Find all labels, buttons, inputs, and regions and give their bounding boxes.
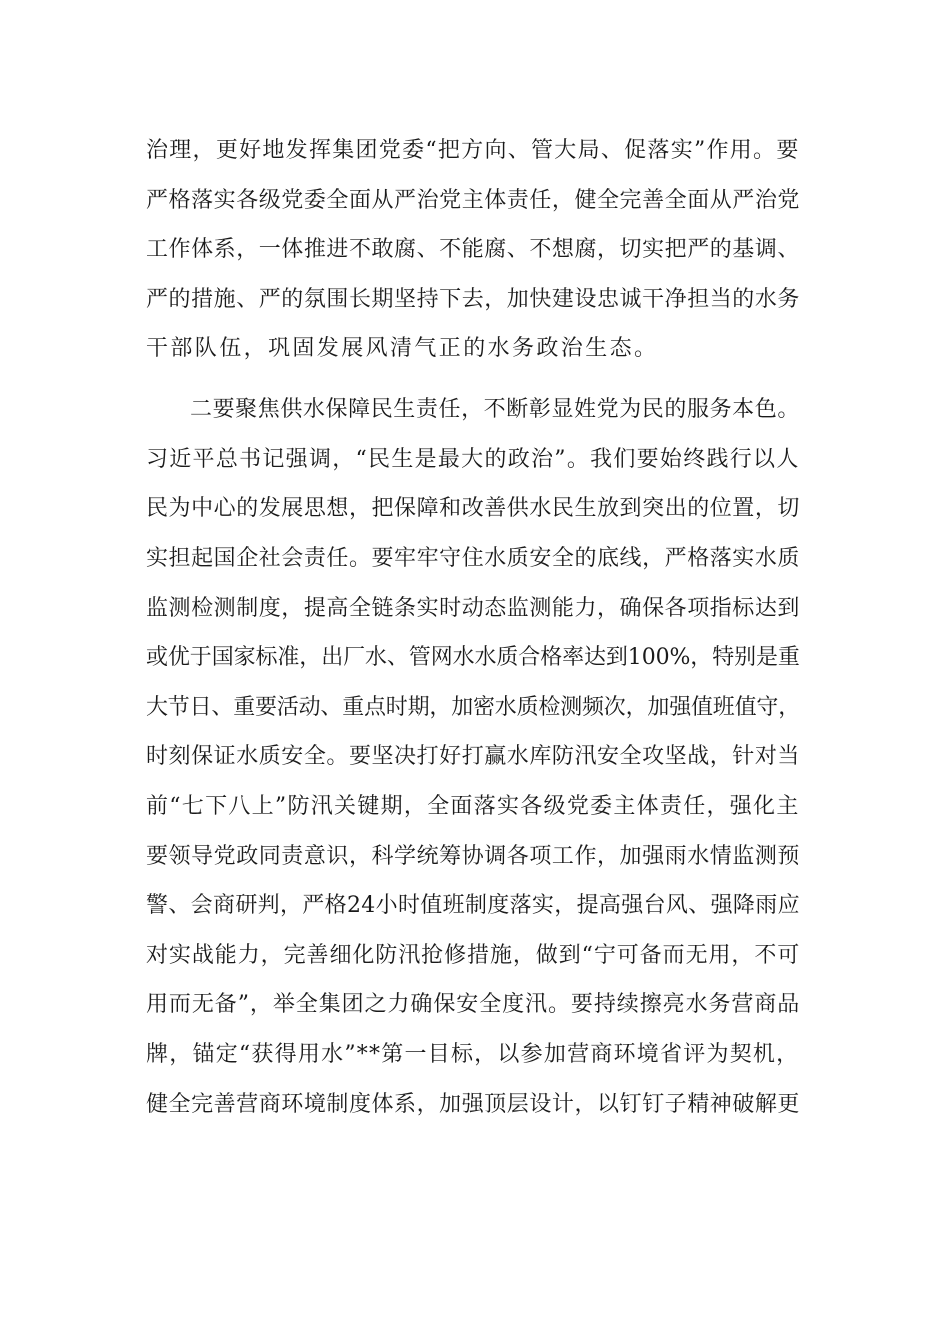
text-line-16: 警、会商研判，严格24小时值班制度落实，提高强台风、强降雨应 [146, 893, 800, 918]
text-line-9: 实担起国企社会责任。要牢牢守住水质安全的底线，严格落实水质 [146, 546, 800, 571]
text-line-3: 工作体系，一体推进不敢腐、不能腐、不想腐，切实把严的基调、 [146, 237, 800, 262]
text-line-10: 监测检测制度，提高全链条实时动态监测能力，确保各项指标达到 [146, 596, 800, 621]
text-line-7: 习近平总书记强调，“民生是最大的政治”。我们要始终践行以人 [146, 447, 800, 472]
text-line-1: 治理，更好地发挥集团党委“把方向、管大局、促落实”作用。要 [146, 138, 800, 163]
text-line-11: 或优于国家标准，出厂水、管网水水质合格率达到100%，特别是重 [146, 645, 800, 670]
text-line-13: 时刻保证水质安全。要坚决打好打赢水库防汛安全攻坚战，针对当 [146, 744, 800, 769]
text-line-8: 民为中心的发展思想，把保障和改善供水民生放到突出的位置，切 [146, 496, 800, 521]
text-line-12: 大节日、重要活动、重点时期，加密水质检测频次，加强值班值守， [146, 695, 801, 720]
text-line-17: 对实战能力，完善细化防汛抢修措施，做到“宁可备而无用，不可 [146, 943, 801, 968]
text-line-5: 干部队伍，巩固发展风清气正的水务政治生态。 [146, 336, 659, 361]
text-line-19: 牌，锚定“获得用水”**第一目标，以参加营商环境省评为契机， [146, 1042, 800, 1067]
text-line-14: 前“七下八上”防汛关键期，全面落实各级党委主体责任，强化主 [146, 794, 800, 819]
paragraph-start-line: 二要聚焦供水保障民生责任，不断彰显姓党为民的服务本色。 [190, 397, 800, 422]
text-line-15: 要领导党政同责意识，科学统筹协调各项工作，加强雨水情监测预 [146, 844, 800, 869]
text-line-4: 严的措施、严的氛围长期坚持下去，加快建设忠诚干净担当的水务 [146, 287, 800, 312]
text-line-2: 严格落实各级党委全面从严治党主体责任，健全完善全面从严治党 [146, 188, 800, 213]
text-line-18: 用而无备”，举全集团之力确保安全度汛。要持续擦亮水务营商品 [146, 992, 801, 1017]
text-line-20: 健全完善营商环境制度体系，加强顶层设计，以钉钉子精神破解更 [146, 1092, 800, 1117]
